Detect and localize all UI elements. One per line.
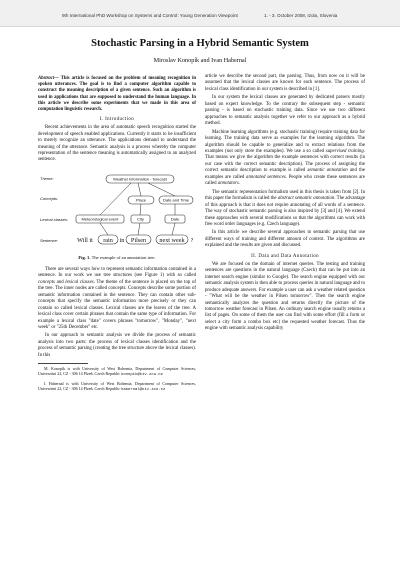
p3-part-c: and the examples are called: [205, 168, 365, 180]
term-annotators: annotators: [217, 181, 239, 187]
term-semantic-annotation: semantic annotation: [307, 168, 348, 174]
p4-part-a: The semantic representation formalism used in this thesis is taken from [2]. In this paper the formalism is called the: [205, 189, 365, 202]
intro-paragraph-1: Recent achievements in the area of automatic speech recognition started the development of speech enabled applications. Currently it starts to be insufficient to merely recognize an utterance. The applications demand to understand the meaning of the utterance. Semantic analysis is a process whereby the computer representation of the sentence meaning is automatically assigned to an analyzed sentence.: [38, 125, 196, 163]
right-paragraph-5: In this article we describe several approaches to semantic parsing that use different ways of training and different amount of context. The algorithms are explained and the results are given and discussed.: [205, 230, 365, 249]
edge-theme-met: [100, 183, 131, 215]
footnote-1: [38, 366, 196, 378]
edge-theme-datetime: [148, 183, 175, 196]
p3-part-d: . People who create these sentences are called: [205, 174, 366, 187]
annotation-tree-figure: [38, 167, 196, 265]
p2-part-a: There are several ways how to represent semantic information contained in a sentence. In our work we use tree structures (see Figure 1) with so called: [38, 266, 196, 279]
left-column: [38, 76, 196, 395]
word-pilsen: Pilsen: [130, 236, 147, 244]
right-paragraph-6: We are focused on the domain of internet queries. The testing and training sentences are questions in the natural language (Czech) that can be put into an internet search engine (similar to Google). The search engine equipped with our semantic analysis system is then able to process queries in natural language and to produce adequate answers. For example a user can ask a weather related question - "What will be the weather in Pilsen tomorrow". Then the search engine semantically analyzes the question and returns directly the picture of the tomorrow weather forecast in Pilsen. An ordinary search engine usually returns a list of pages. On some of them the user can find with some effort (fill a form or select a city form a combo box etc) the requested weather forecast. Thus the engine with semantic analysis capability: [205, 261, 365, 332]
conference-name: 9th International PhD Workshop on Systems and Control: Young Generation Viewpoint: [62, 13, 238, 18]
edge-met-rain: [100, 223, 108, 235]
word-will: Will it: [77, 236, 93, 244]
tree-edges: [100, 183, 175, 235]
abstract: [38, 76, 196, 113]
row-label-theme: Theme:: [40, 175, 54, 181]
node-city-label: City: [137, 216, 144, 222]
section-heading-data: II. Data and Data Annotation: [251, 253, 319, 259]
conference-date: 1. - 3. October 2008, Izola, Slovenia: [264, 13, 338, 18]
abstract-text: — This article is focused on the problem of meaning recognition in spoken utterances. The goal is to find a computer algorithm capable to construct the meaning description of a given sentence. Such an algorithm is used in applications that are supposed to understand the human language. In this article we describe some experiments that we made in this area of computation linguistic research.: [38, 76, 196, 113]
right-paragraph-2: In our system the lexical classes are generated by dedicated parsers mostly based on expert knowledge. To the contrary the subsequent step - semantic parsing - is based on stochastic training data. Since we use two different approaches to semantic analysis together we refer to our approach as a hybrid method.: [205, 95, 365, 127]
term-concepts: concepts: [38, 279, 55, 285]
edge-date-next: [172, 223, 175, 235]
node-datetime-label: Date and Time: [162, 197, 190, 203]
footnote-rule: [38, 363, 88, 364]
p4-part-b: . The advantage of this approach is that it does not require annotating of all words of a sentence. The way of stochastic semantic parsing is also inspired by [3] and [4]. We extend these approaches with several modifications so that the algorithms can work with free word order languages (e.g. Czech language).: [205, 196, 366, 227]
row-label-sentence: Sentence:: [40, 237, 59, 243]
right-paragraph-4: [205, 190, 365, 229]
annotation-tree-diagram: [38, 167, 196, 253]
p3-part-e: .: [238, 181, 240, 187]
caption-label: Fig. 1.: [78, 254, 91, 260]
footnote-2-text: I. Habernal is with University of West Bohemia, Department of Computer Sciences, Univerzitní 22, CZ - 306 14 Plzeň, Czech Republic: [38, 380, 196, 391]
paper-authors: Miroslav Konopík and Ivan Habernal: [153, 57, 247, 64]
caption-text: The example of an annotation tree.: [91, 254, 156, 260]
word-in: in: [119, 236, 125, 244]
figure-caption: [38, 255, 196, 260]
word-question-mark: ?: [190, 236, 194, 244]
word-next: next week: [159, 236, 185, 244]
term-abstract-semantic-annotation: abstract semantic annotation: [277, 196, 335, 202]
footnote-1-text: M. Konopík is with University of West Bohemia, Department of Computer Sciences, Univerzitní 22, CZ - 306 14 Plzeň, Czech Republic: [38, 366, 196, 377]
node-date-label: Date: [170, 216, 180, 222]
row-label-concepts: Concepts:: [40, 195, 59, 201]
node-met-label: Meteorological event: [81, 216, 119, 222]
p2-and: and: [54, 279, 66, 285]
edge-theme-place: [138, 183, 141, 196]
term-annotated-sentences: annotated sentences: [246, 174, 286, 180]
conference-header: [0, 0, 400, 27]
footnote-2: [38, 381, 196, 393]
right-paragraph-1: article we describe the second part, the parsing. Thus, from now on it will be assumed that the lexical classes are known for each sentence. The process of lexical class identification in our system is described in [1].: [205, 74, 365, 92]
right-column: [205, 74, 365, 335]
edge-city-pilsen: [138, 223, 140, 235]
p3-part-b: . That means we give the algorithm the example sentences with correct results (in our case with the correct semantic description). The process of assigning the correct semantic description to example is called: [205, 148, 365, 174]
footnote-1-email: konopik@kiv.zcu.cz: [120, 373, 164, 378]
term-lexical-classes: lexical classes: [65, 279, 94, 285]
right-paragraph-3: [205, 130, 365, 188]
section-heading-intro: I. Introduction: [99, 117, 135, 123]
p2-part-b: . The theme of the sentence is placed on the top of the tree. The inner nodes are called concepts. Concepts describe some portion of semantic information contained in the sentence. They can contain other sub-concepts that specify the semantic information more precisely or they can contain so called lexical classes. Lexical classes are the leaves of the tree. A lexical class cover certain phrases that contain the same type of information. For example a lexical class "date" covers phrases "tomorrow", "Monday", "next week" or "25th December" etc.: [38, 279, 196, 331]
edge-place-city: [140, 204, 141, 215]
row-label-lexical: Lexical classes:: [40, 216, 69, 222]
node-theme-label: Weather information - forecast: [113, 176, 167, 182]
term-supervised-training: supervised training: [325, 148, 364, 154]
p3-part-a: Machine learning algorithms (e.g. stochastic training) require training data for learning. The training data serve as examples for the learning algorithm. The algorithm should be capable to generalize and to extract relations from the examples (not only store the examples). We use a so called: [205, 129, 365, 154]
node-place-label: Place: [135, 197, 147, 203]
footnote-2-email: habernal@kiv.zcu.cz: [120, 387, 166, 392]
intro-paragraph-3: In our approach to semantic analysis we divide the process of semantic analysis into two parts: the process of lexical classes identification and the process of semantic parsing (creating the tree structure above the lexical classes). In this: [38, 333, 196, 358]
abstract-label: Abstract: [38, 76, 55, 81]
word-rain: rain: [103, 236, 113, 244]
intro-paragraph-2: [38, 267, 196, 332]
paper-title: Stochastic Parsing in a Hybrid Semantic System: [91, 38, 309, 49]
